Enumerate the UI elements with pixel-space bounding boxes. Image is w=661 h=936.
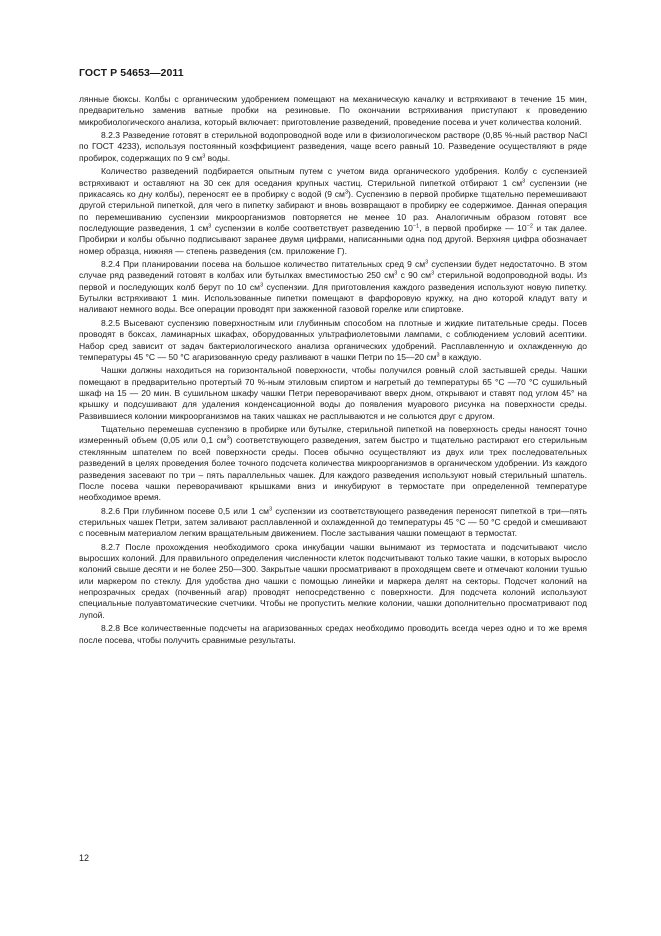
text-run: Чашки должны находиться на горизонтальной поверхности, чтобы получился ровный слой застывшей среды. Чашки помещают в предварительно протертый 70 %-ным этиловым спиртом и нагретый до температуры 65 °C —70 °C сушильный шкаф на 15 — 20 мин. В сушильном шкафу чашки Петри переворачивают вверх дном, открывают и ставят под углом 45° на крышку и подсушивают для удаления конденсационной воды до появления муарового рисунка на поверхности среды. Развившиеся колонии микроорганизмов на таких чашках не расплываются и не сольются друг с другом. — [79, 365, 587, 421]
text-run: 8.2.5 Высевают суспензию поверхностным или глубинным способом на плотные и жидкие питательные среды. Посев проводят в боксах, ламинарных шкафах, оборудованных ультрафиолетовыми лампами, с соблюдением условий асептики. Набор сред зависит от задач бактериологического анализа органических удобрений. Расплавленную и охлажденную до температуры 45 °C — 50 °C агаризованную среду разливают в чашки Петри по 15—20 см — [79, 317, 587, 362]
paragraph-8-2-6 — [79, 506, 587, 540]
superscript: 3 — [260, 282, 264, 289]
text-run: суспензии из соответствующего разведения переносят пипеткой в три—пять стерильных чашек Петри, затем заливают расплавленной и охлажденной до температуры 45 °C — 50 °C средой и смешивают с посевным материалом легким вращательным движением. После застывания чашки помещают в термостат. — [79, 505, 587, 539]
text-run: и так далее. Пробирки и колбы обычно подписывают заранее двумя цифрами, написанными одна под другой. Верхняя цифра обозначает номер образца, нижняя — степень разведения (см. приложение Г). — [79, 222, 587, 256]
superscript: −1 — [412, 223, 420, 230]
text-run: 8.2.7 После прохождения необходимого срока инкубации чашки вынимают из термостата и подсчитывают число выросших колоний. Для правильного определения численности клеток подсчитывают только такие чашки, в которых выросло колоний свыше десяти и не более 250—300. Закрытые чашки просматривают в проходящем свете и отмечают колонии тушью или маркером по стеклу. Для удобства дно чашки с помощью линейки и маркера делят на секторы. Подсчет колоний на непрозрачных средах (почвенный агар) проводят непосредственно с поверхности. Для подсчета колоний используют специальные полуавтоматические счетчики. Чтобы не пропустить мелкие колонии, чашки дополнительно просматривают под лупой. — [79, 541, 587, 620]
text-run: суспензии. Для приготовления каждого разведения используют новую пипетку. Бутылки встряхивают 1 мин. Использованные пипетки помещают в фарфоровую кружку, на дно которой кладут вату и наливают немного воды. Все операции проводят при зажженной газовой горелке или спиртовке. — [79, 281, 587, 315]
text-run: суспензии будет недостаточно. В этом случае ряд разведений готовят в колбах или бутылках вместимостью 250 см — [79, 259, 587, 281]
superscript: 3 — [202, 153, 206, 160]
superscript: 3 — [269, 506, 273, 513]
text-run: 8.2.4 При планировании посева на большое количество питательных сред 9 см — [101, 259, 426, 270]
paragraph-8-2-4 — [79, 259, 587, 316]
text-run: ) соответствующего разведения, затем быстро и тщательно растирают его стерильным стеклянным шпателем по всей поверхности среды. Посев обычно осуществляют из двух или трех последовательных разведений в целях проведения более точного подсчета количества микроорганизмов в органическом удобрении. Из каждого разведения засевают по три – пять параллельных чашек. Для каждого разведения используют новый стерильный шпатель. После посева чашки переворачивают крышками вниз и инкубируют в термостате при определенной температуре необходимое время. — [79, 435, 587, 503]
text-run: в каждую. — [439, 351, 482, 362]
text-run: ). Суспензию в первой пробирке тщательно перемешивают другой стерильной пипеткой, для чего в пипетку забирают и вновь возвращают в пробирку ее содержимое. Данная операция по перемешиванию суспензии микроорганизмов повторяется не менее 10 раз. Аналогичным образом готовят все последующие разведения, 1 см — [79, 188, 587, 233]
text-run: суспензии (не прикасаясь ко дну колбы), переносят ее в пробирку с водой (9 см — [79, 177, 587, 199]
text-run: 8.2.8 Все количественные подсчеты на агаризованных средах необходимо проводить всегда через одно и то же время после посева, чтобы получить сравнимые результаты. — [79, 623, 587, 645]
text-run: Тщательно перемешав суспензию в пробирке или бутылке, стерильной пипеткой на поверхность среды наносят точно измеренный объем (0,05 или 0,1 см — [79, 424, 587, 446]
text-run: , в первой пробирке — 10 — [419, 222, 527, 233]
superscript: 3 — [425, 259, 429, 266]
page-number: 12 — [79, 853, 90, 863]
page-body — [79, 94, 587, 648]
text-run: воды. — [205, 152, 231, 163]
superscript: 3 — [344, 189, 348, 196]
superscript: 3 — [522, 178, 526, 185]
page-header: ГОСТ Р 54653—2011 — [79, 67, 184, 79]
superscript: 3 — [394, 270, 398, 277]
superscript: −2 — [526, 223, 533, 230]
superscript: 3 — [208, 223, 212, 230]
text-run: лянные бюксы. Колбы с органическим удобрением помещают на механическую качалку и встряхивают в течение 15 мин, предварительно заменив ватные пробки на резиновые. По окончании встряхивания приступают к проведению микробиологического анализа, который включает: приготовление разведений, проведение посева и учет количества колоний. — [79, 94, 587, 127]
superscript: 3 — [436, 352, 440, 359]
text-run: с 90 см — [397, 270, 432, 281]
superscript: 3 — [431, 270, 435, 277]
paragraph-8-2-7 — [79, 542, 587, 622]
text-run: 8.2.6 При глубинном посеве 0,5 или 1 см — [101, 505, 270, 516]
text-run: Количество разведений подбирается опытным путем с учетом вида органического удобрения. Колбу с суспензией встряхивают и оставляют на 30 сек для оседания крупных частиц. Стерильной пипеткой отбирают 1 см — [79, 166, 587, 188]
text-run: суспензии в колбе соответствует разведению 10 — [211, 222, 413, 233]
paragraph-8-2-5 — [79, 318, 587, 363]
paragraph-dilution-count — [79, 166, 587, 257]
paragraph-surface-seeding — [79, 424, 587, 504]
text-run: стерильной водопроводной воды. Из первой и последующих колб берут по 10 см — [79, 270, 587, 292]
superscript: 3 — [226, 435, 230, 442]
text-run: 8.2.3 Разведение готовят в стерильной водопроводной воде или в физиологическом растворе (0,85 %-ный раствор NaCl по ГОСТ 4233), используя постоянный коэффициент разведения, чаще всего равный 10. Разведение осуществляют в ряде пробирок, содержащих по 9 см — [79, 130, 587, 163]
paragraph-petri-dishes — [79, 365, 587, 422]
paragraph-8-2-3 — [79, 130, 587, 164]
paragraph-continuation — [79, 94, 587, 128]
paragraph-8-2-8 — [79, 623, 587, 646]
